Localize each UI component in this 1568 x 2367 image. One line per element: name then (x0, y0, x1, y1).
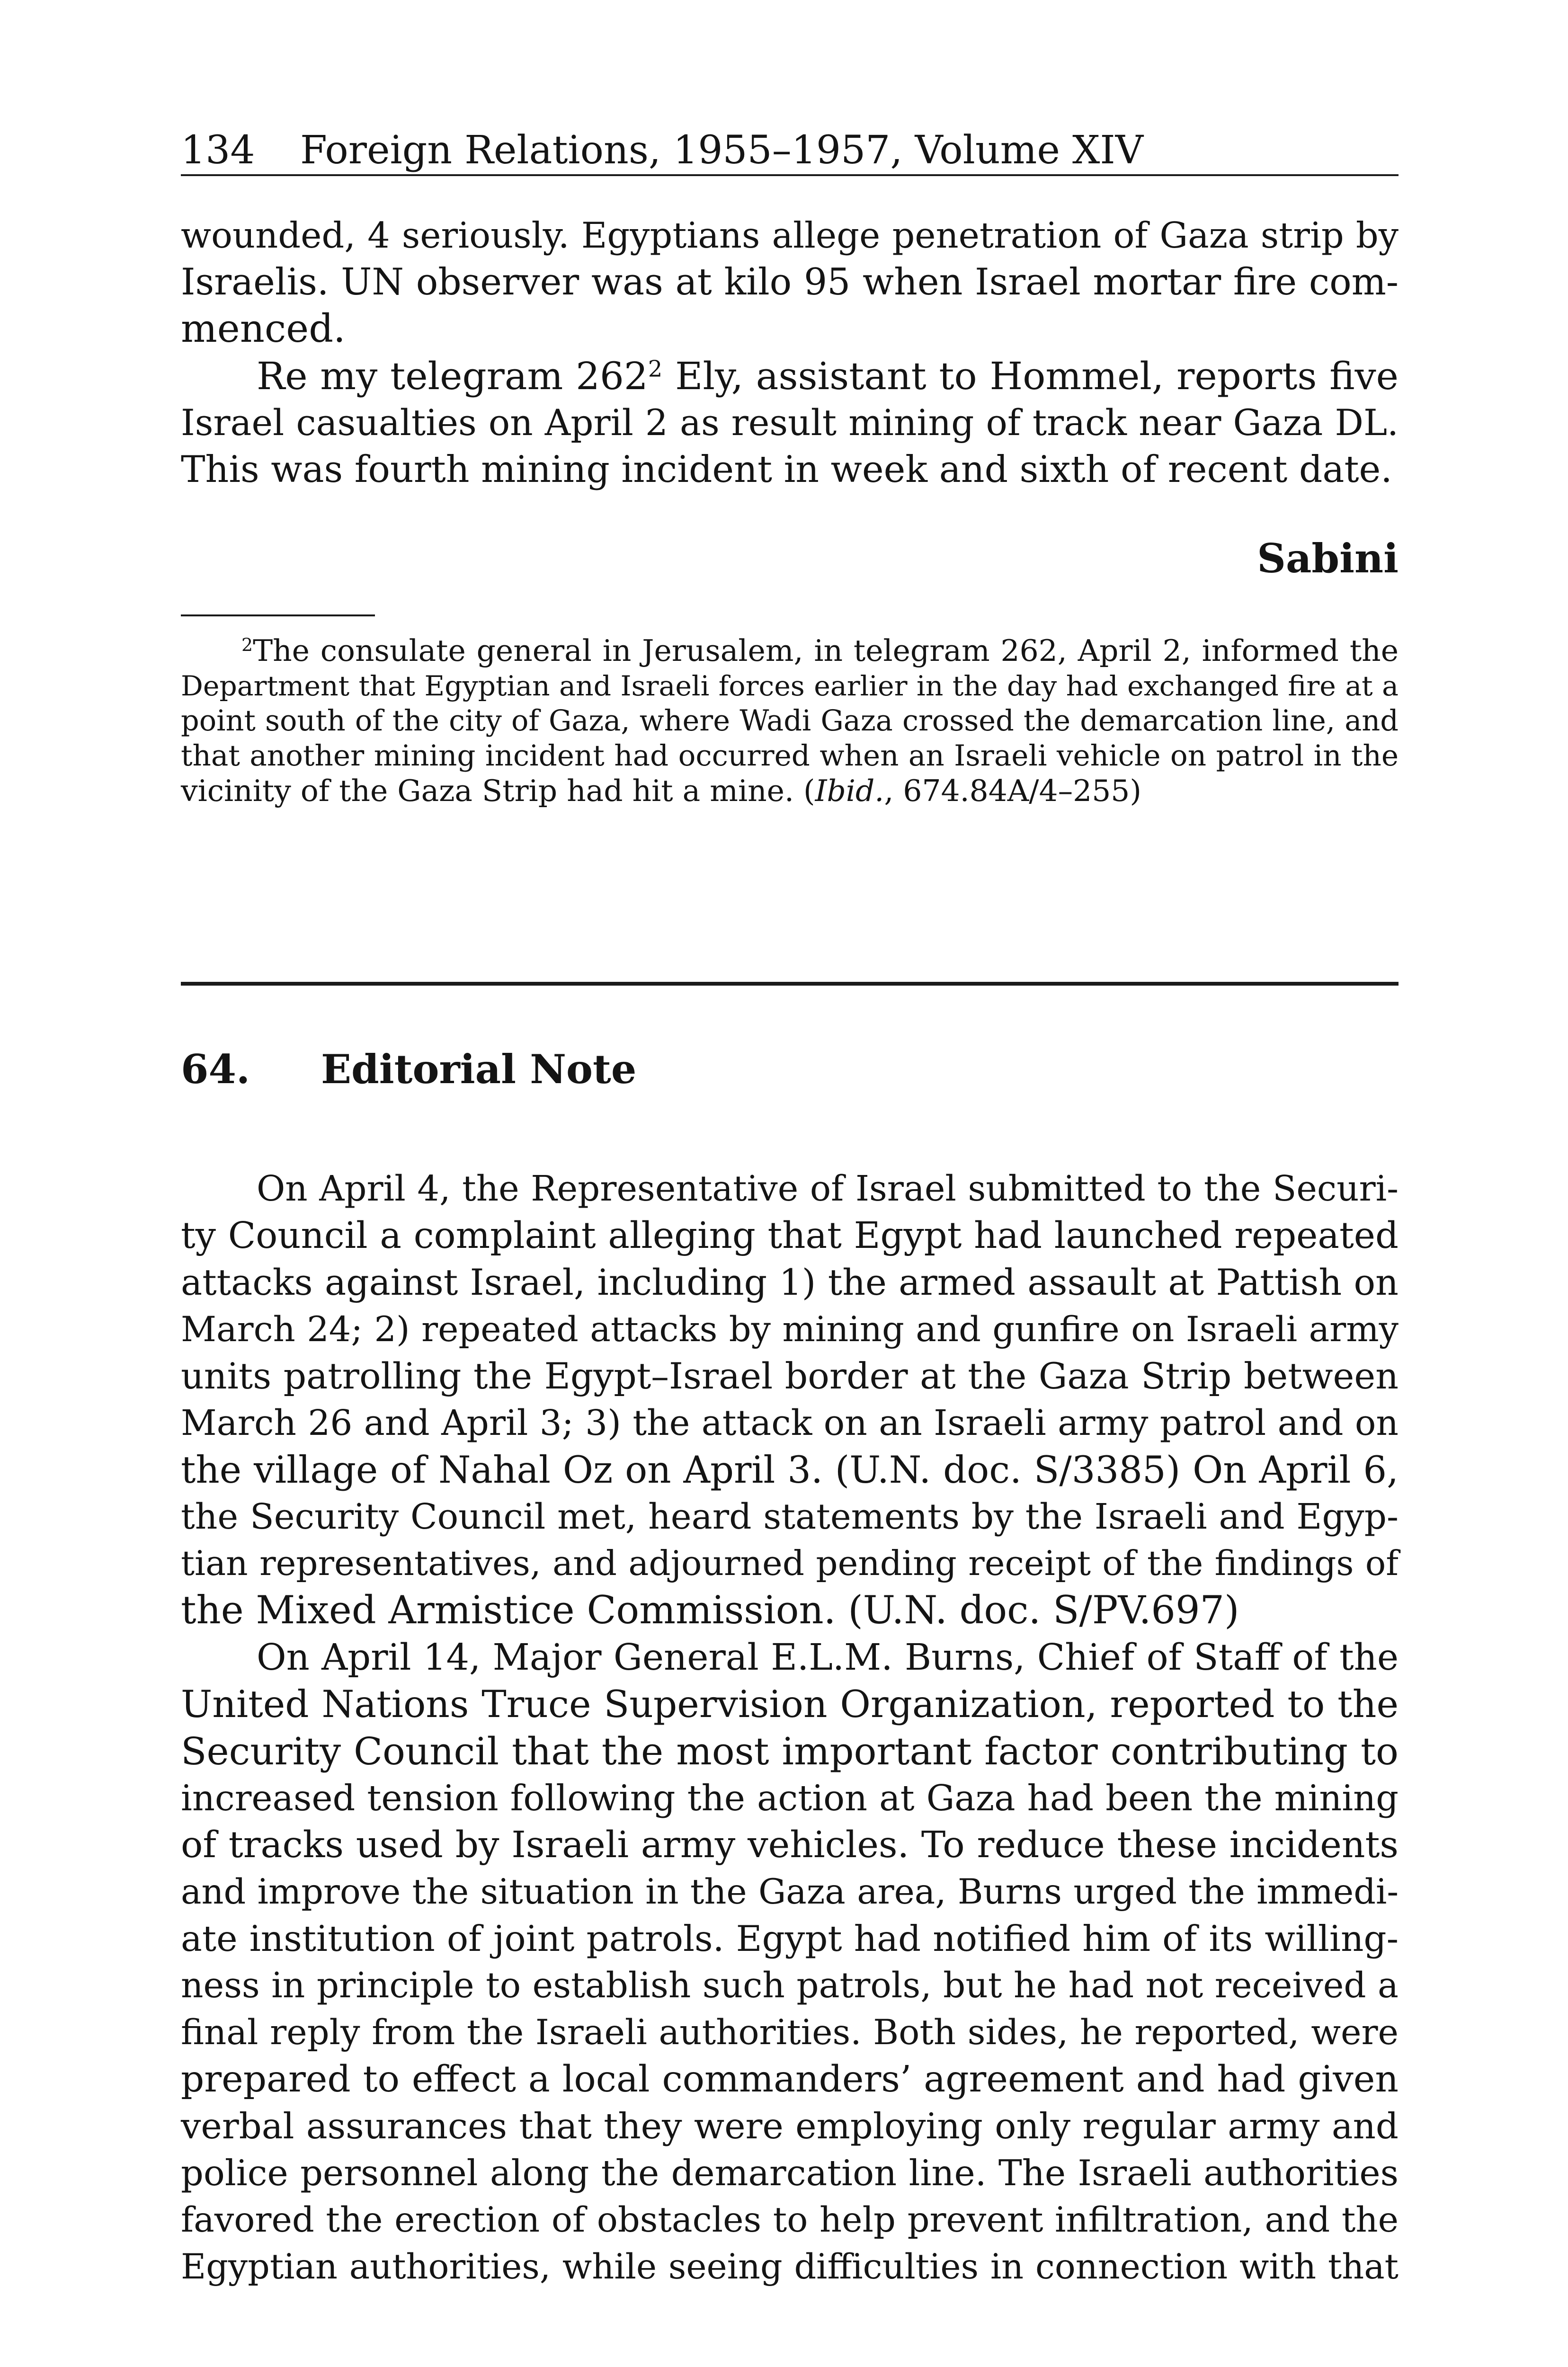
text-line: Egyptian authorities, while seeing difficulties in connection with that (181, 2247, 1399, 2287)
text-line: favored the erection of obstacles to help prevent infiltration, and the (181, 2200, 1399, 2240)
text-line: units patrolling the Egypt–Israel border at the Gaza Strip between (181, 1355, 1399, 1397)
footnote-line: vicinity of the Gaza Strip had hit a mine. (Ibid., 674.84A/4–255) (181, 774, 1141, 808)
text-line: tian representatives, and adjourned pending receipt of the findings of (181, 1544, 1399, 1584)
footnote-line: Department that Egyptian and Israeli forces earlier in the day had exchanged fire at a (181, 670, 1399, 702)
text-line: attacks against Israel, including 1) the armed assault at Pattish on (181, 1262, 1399, 1303)
section-divider (181, 982, 1399, 986)
text-line: March 26 and April 3; 3) the attack on an Israeli army patrol and on (181, 1403, 1399, 1443)
text-line: the Mixed Armistice Commission. (U.N. doc. S/PV.697) (181, 1588, 1239, 1633)
section-title: Editorial Note (321, 1046, 637, 1093)
text-line: ate institution of joint patrols. Egypt had notified him of its willing- (181, 1918, 1399, 1959)
text-line: ness in principle to establish such patrols, but he had not received a (181, 1966, 1399, 2006)
text-line: Security Council that the most important factor contributing to (181, 1729, 1399, 1773)
text-line: March 24; 2) repeated attacks by mining and gunfire on Israeli army (181, 1309, 1399, 1350)
text-line: the Security Council met, heard statements by the Israeli and Egyp- (181, 1496, 1399, 1537)
footnote-divider (181, 614, 375, 616)
running-head-title: Foreign Relations, 1955–1957, Volume XIV (300, 128, 1143, 173)
footnote-marker: 2 (241, 634, 253, 656)
text-line: increased tension following the action at Gaza had been the mining (181, 1778, 1399, 1819)
signature: Sabini (1257, 535, 1399, 582)
footnote-line: point south of the city of Gaza, where Wadi Gaza crossed the demarcation line, and (181, 704, 1399, 738)
citation-ibid: Ibid. (815, 774, 884, 808)
footnote-reference: 2 (648, 356, 663, 383)
section-number: 64. (181, 1046, 250, 1093)
text-line: United Nations Truce Supervision Organization, reported to the (181, 1682, 1399, 1726)
footnote-line: that another mining incident had occurred when an Israeli vehicle on patrol in the (181, 739, 1399, 773)
text-line: police personnel along the demarcation line. The Israeli authorities (181, 2153, 1399, 2194)
running-head (181, 127, 1399, 176)
text-line: Israel casualties on April 2 as result mining of track near Gaza DL. (181, 402, 1399, 444)
document-page (181, 0, 1399, 2367)
editorial-note-paragraph-2 (181, 1634, 1399, 2290)
text-line: On April 4, the Representative of Israel submitted to the Securi- (257, 1169, 1399, 1209)
text-line: verbal assurances that they were employing only regular army and (181, 2105, 1399, 2147)
text-line: final reply from the Israeli authorities. Both sides, he reported, were (181, 2012, 1399, 2053)
editorial-note-paragraph-1 (181, 1166, 1399, 1634)
text-line: menced. (181, 307, 346, 351)
text-line: Israelis. UN observer was at kilo 95 when Israel mortar fire com- (181, 261, 1399, 303)
text-line: prepared to effect a local commanders’ agreement and had given (181, 2058, 1399, 2100)
text-line: On April 14, Major General E.L.M. Burns, Chief of Staff of the (257, 1637, 1399, 1679)
text-line: wounded, 4 seriously. Egyptians allege penetration of Gaza strip by (181, 215, 1399, 256)
text-line: Re my telegram $262^2$ Ely, assistant to Hommel, reports five (257, 354, 1399, 398)
text-line: This was fourth mining incident in week and sixth of recent date. (181, 448, 1392, 491)
text-line: and improve the situation in the Gaza area, Burns urged the immedi- (181, 1872, 1399, 1912)
text-line: of tracks used by Israeli army vehicles. To reduce these incidents (181, 1824, 1399, 1866)
footnote-line: $^2$The consulate general in Jerusalem, in telegram 262, April 2, informed the (241, 633, 1399, 668)
text-line: the village of Nahal Oz on April 3. (U.N. doc. S/3385) On April 6, (181, 1449, 1399, 1492)
page-number: 134 (181, 128, 255, 173)
telegram-text (181, 212, 1399, 493)
text-line: ty Council a complaint alleging that Egypt had launched repeated (181, 1215, 1399, 1257)
footnote (181, 633, 1399, 809)
